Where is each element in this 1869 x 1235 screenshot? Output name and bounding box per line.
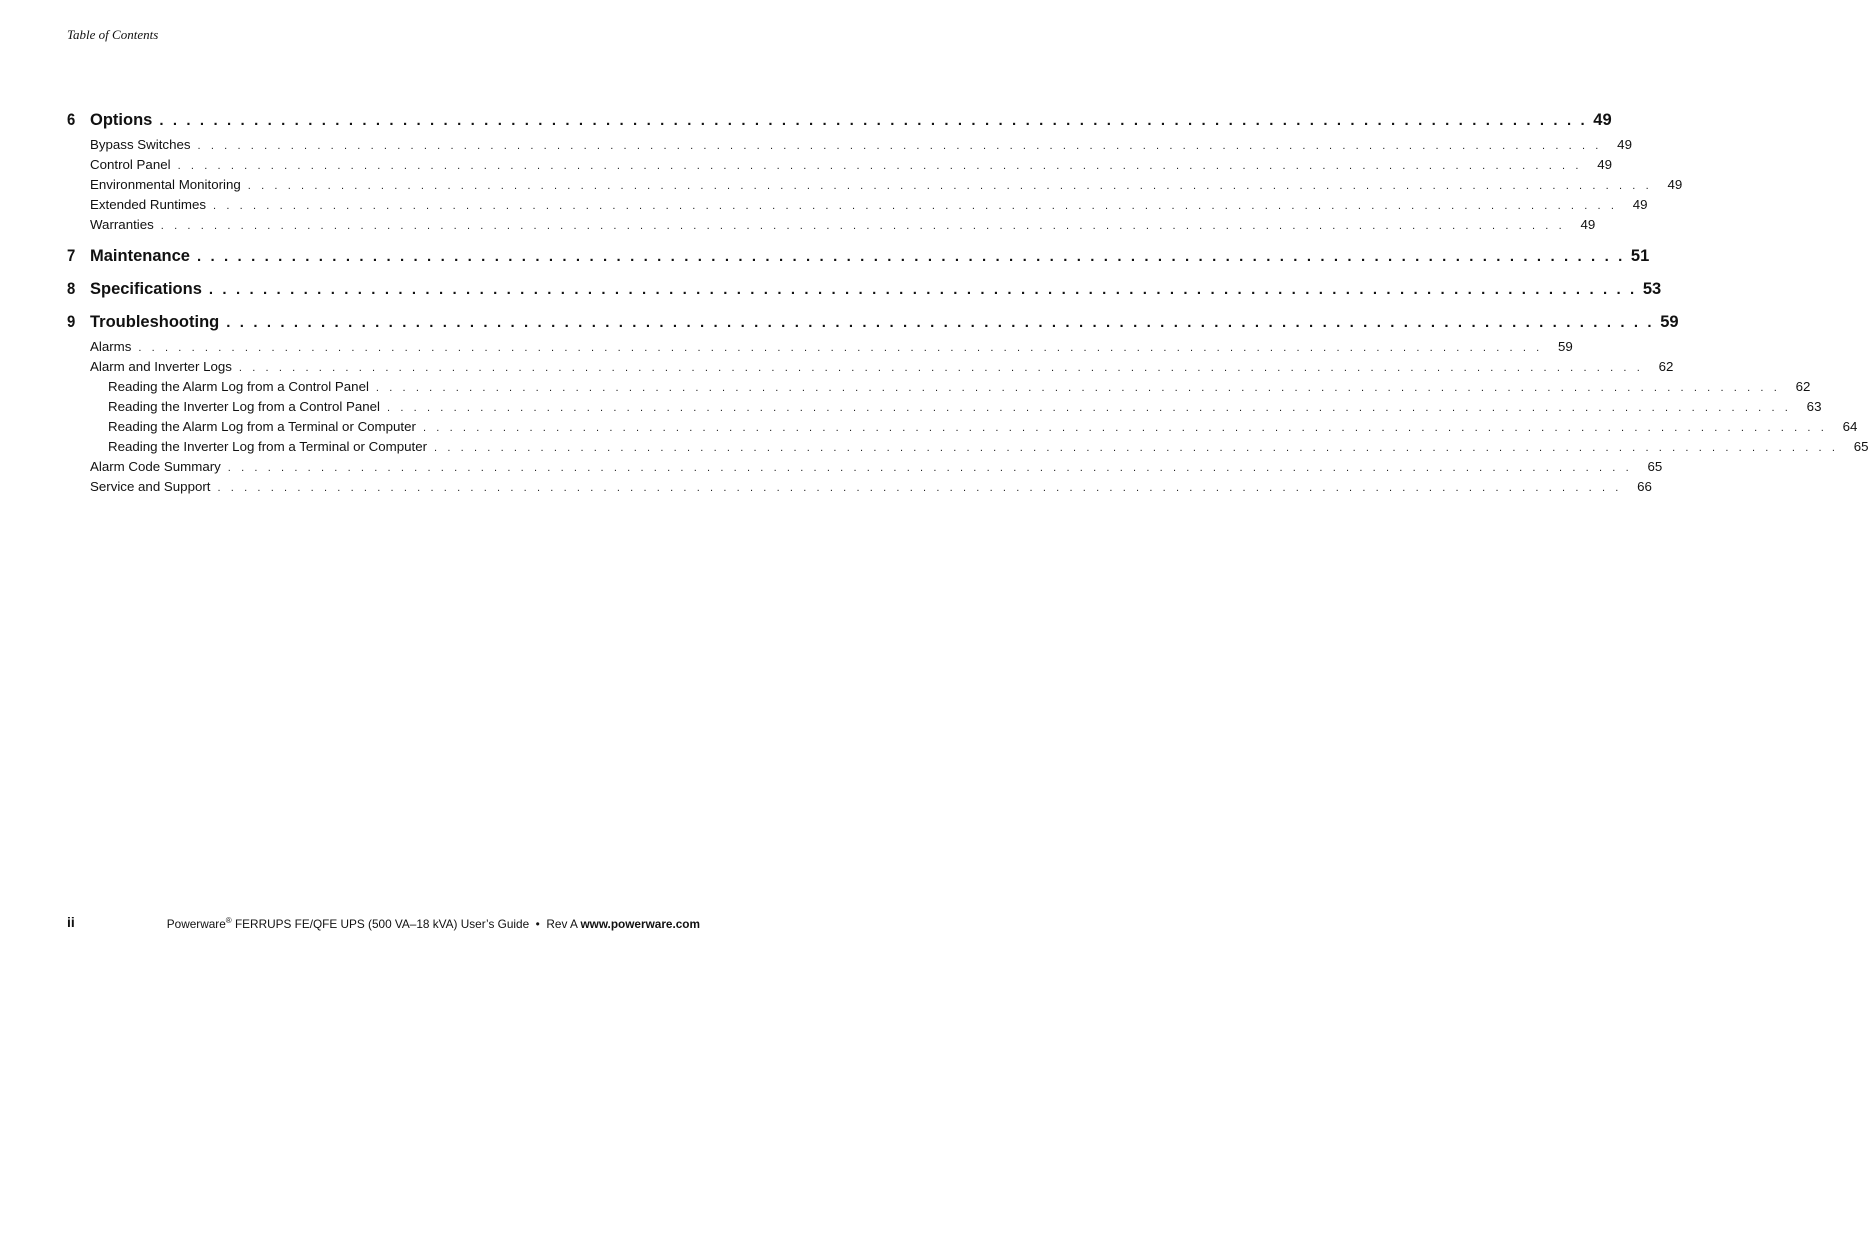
toc-section-entry[interactable] (90, 337, 1573, 357)
toc-section-entry[interactable] (90, 175, 1683, 195)
dot-leader: . . . . . . . . . . . . . . . . . . . . . . . . . . . . . . . . . . . . . . . . . . . . . . . . . . . . . . . . . . . . . . . . . . . . . . . . . . . . . . . . . . . . . . . . . . . . . . . . . . . . . . . . . . (208, 281, 1637, 298)
chapter-page-number: 51 (1630, 247, 1650, 265)
dot-leader: . . . . . . . . . . . . . . . . . . . . . . . . . . . . . . . . . . . . . . . . . . . . . . . . . . . . . . . . . . . . . . . . . . . . . . . . . . . . . . . . . . . . . . . . . . . . . . . . . . . . . . . . . . (238, 362, 1644, 374)
chapter-row (90, 277, 1662, 301)
dot-leader: . . . . . . . . . . . . . . . . . . . . . . . . . . . . . . . . . . . . . . . . . . . . . . . . . . . . . . . . . . . . . . . . . . . . . . . . . . . . . . . . . . . . . . . . . . . . . . . . . . . . . . . . . . (138, 342, 1543, 354)
toc-chapter-entry[interactable] (67, 277, 1662, 301)
section-title: Reading the Alarm Log from a Control Panel (108, 379, 369, 394)
toc-section-entry[interactable] (90, 135, 1632, 155)
dot-leader: . . . . . . . . . . . . . . . . . . . . . . . . . . . . . . . . . . . . . . . . . . . . . . . . . . . . . . . . . . . . . . . . . . . . . . . . . . . . . . . . . . . . . . . . . . . . . . . . . . . . . . . . . . (160, 220, 1566, 232)
chapter-title: Troubleshooting (90, 313, 220, 331)
chapter-row (90, 108, 1612, 132)
footer-url-link[interactable]: www.powerware.com (580, 916, 700, 931)
footer-brand: Powerware (166, 916, 226, 931)
dot-leader: . . . . . . . . . . . . . . . . . . . . . . . . . . . . . . . . . . . . . . . . . . . . . . . . . . . . . . . . . . . . . . . . . . . . . . . . . . . . . . . . . . . . . . . . . . . . . . . . . . . . . . . . . . (217, 482, 1622, 494)
footer-guide-text: FERRUPS FE/QFE UPS (500 VA–18 kVA) User’s Guide • Rev A (231, 916, 581, 931)
chapter-number: 7 (67, 247, 76, 265)
chapter-title: Specifications (90, 280, 202, 298)
section-page-number: 49 (1580, 217, 1596, 232)
section-list (67, 135, 1683, 235)
chapter-page-number: 53 (1642, 280, 1662, 298)
toc-section-entry[interactable] (90, 155, 1613, 175)
footer-text (167, 916, 700, 931)
dot-leader: . . . . . . . . . . . . . . . . . . . . . . . . . . . . . . . . . . . . . . . . . . . . . . . . . . . . . . . . . . . . . . . . . . . . . . . . . . . . . . . . . . . . . . . . . . . . . . . . . . . . . . . . . . (159, 112, 1588, 129)
section-page-number: 62 (1795, 379, 1811, 394)
chapter-number: 6 (67, 111, 76, 129)
dot-leader: . . . . . . . . . . . . . . . . . . . . . . . . . . . . . . . . . . . . . . . . . . . . . . . . . . . . . . . . . . . . . . . . . . . . . . . . . . . . . . . . . . . . . . . . . . . . . . . . . . . . . . . . . . (177, 160, 1583, 172)
footer-page-number: ii (67, 914, 75, 930)
section-title: Warranties (90, 217, 154, 232)
dot-leader: . . . . . . . . . . . . . . . . . . . . . . . . . . . . . . . . . . . . . . . . . . . . . . . . . . . . . . . . . . . . . . . . . . . . . . . . . . . . . . . . . . . . . . . . . . . . . . . . . . . . . . . . . . (434, 442, 1839, 454)
dot-leader: . . . . . . . . . . . . . . . . . . . . . . . . . . . . . . . . . . . . . . . . . . . . . . . . . . . . . . . . . . . . . . . . . . . . . . . . . . . . . . . . . . . . . . . . . . . . . . . . . . . . . . . . . . (197, 140, 1602, 152)
table-of-contents (67, 108, 1869, 497)
section-title: Service and Support (90, 479, 211, 494)
toc-section-entry[interactable] (90, 215, 1596, 235)
toc-subsection-entry[interactable] (108, 377, 1811, 397)
running-head: Table of Contents (67, 27, 159, 42)
toc-section-entry[interactable] (90, 357, 1674, 377)
toc-chapter-entry[interactable] (67, 244, 1650, 268)
section-page-number: 65 (1647, 459, 1663, 474)
section-title: Bypass Switches (90, 137, 191, 152)
dot-leader: . . . . . . . . . . . . . . . . . . . . . . . . . . . . . . . . . . . . . . . . . . . . . . . . . . . . . . . . . . . . . . . . . . . . . . . . . . . . . . . . . . . . . . . . . . . . . . . . . . . . . . . . . . (226, 314, 1655, 331)
section-title: Alarm Code Summary (90, 459, 221, 474)
toc-section-entry[interactable] (90, 457, 1663, 477)
toc-chapter-entry[interactable] (67, 108, 1612, 132)
section-page-number: 59 (1558, 339, 1573, 354)
chapter-number: 9 (67, 313, 76, 331)
section-title: Reading the Inverter Log from a Terminal or Computer (108, 439, 428, 454)
dot-leader: . . . . . . . . . . . . . . . . . . . . . . . . . . . . . . . . . . . . . . . . . . . . . . . . . . . . . . . . . . . . . . . . . . . . . . . . . . . . . . . . . . . . . . . . . . . . . . . . . . . . . . . . . . (387, 402, 1792, 414)
chapter-page-number: 49 (1593, 111, 1612, 129)
dot-leader: . . . . . . . . . . . . . . . . . . . . . . . . . . . . . . . . . . . . . . . . . . . . . . . . . . . . . . . . . . . . . . . . . . . . . . . . . . . . . . . . . . . . . . . . . . . . . . . . . . . . . . . . . . (196, 248, 1625, 265)
section-page-number: 62 (1658, 359, 1674, 374)
dot-leader: . . . . . . . . . . . . . . . . . . . . . . . . . . . . . . . . . . . . . . . . . . . . . . . . . . . . . . . . . . . . . . . . . . . . . . . . . . . . . . . . . . . . . . . . . . . . . . . . . . . . . . . . . . (422, 422, 1828, 434)
chapter-title: Maintenance (90, 247, 190, 265)
section-title: Alarm and Inverter Logs (90, 359, 232, 374)
toc-section-entry[interactable] (90, 195, 1648, 215)
dot-leader: . . . . . . . . . . . . . . . . . . . . . . . . . . . . . . . . . . . . . . . . . . . . . . . . . . . . . . . . . . . . . . . . . . . . . . . . . . . . . . . . . . . . . . . . . . . . . . . . . . . . . . . . . . (213, 200, 1618, 212)
registered-mark: ® (225, 916, 232, 925)
toc-subsection-entry[interactable] (108, 417, 1858, 437)
section-page-number: 49 (1632, 197, 1648, 212)
section-page-number: 64 (1842, 419, 1858, 434)
chapter-row (90, 244, 1650, 268)
section-list (67, 337, 1869, 497)
chapter-page-number: 59 (1660, 313, 1679, 331)
section-page-number: 49 (1667, 177, 1683, 192)
chapter-number: 8 (67, 280, 76, 298)
section-title: Alarms (90, 339, 132, 354)
section-title: Reading the Inverter Log from a Control Panel (108, 399, 381, 414)
section-title: Extended Runtimes (90, 197, 207, 212)
section-title: Control Panel (90, 157, 171, 172)
toc-section-entry[interactable] (90, 477, 1652, 497)
section-page-number: 65 (1853, 439, 1869, 454)
toc-subsection-entry[interactable] (108, 397, 1822, 417)
dot-leader: . . . . . . . . . . . . . . . . . . . . . . . . . . . . . . . . . . . . . . . . . . . . . . . . . . . . . . . . . . . . . . . . . . . . . . . . . . . . . . . . . . . . . . . . . . . . . . . . . . . . . . . . . . (227, 462, 1633, 474)
section-page-number: 49 (1617, 137, 1632, 152)
toc-chapter-entry[interactable] (67, 310, 1679, 334)
toc-subsection-entry[interactable] (108, 437, 1869, 457)
section-page-number: 63 (1806, 399, 1822, 414)
section-page-number: 66 (1637, 479, 1652, 494)
section-page-number: 49 (1597, 157, 1613, 172)
dot-leader: . . . . . . . . . . . . . . . . . . . . . . . . . . . . . . . . . . . . . . . . . . . . . . . . . . . . . . . . . . . . . . . . . . . . . . . . . . . . . . . . . . . . . . . . . . . . . . . . . . . . . . . . . . (247, 180, 1653, 192)
section-title: Environmental Monitoring (90, 177, 241, 192)
section-title: Reading the Alarm Log from a Terminal or Computer (108, 419, 416, 434)
dot-leader: . . . . . . . . . . . . . . . . . . . . . . . . . . . . . . . . . . . . . . . . . . . . . . . . . . . . . . . . . . . . . . . . . . . . . . . . . . . . . . . . . . . . . . . . . . . . . . . . . . . . . . . . . . (375, 382, 1781, 394)
chapter-row (90, 310, 1679, 334)
chapter-title: Options (90, 111, 153, 129)
